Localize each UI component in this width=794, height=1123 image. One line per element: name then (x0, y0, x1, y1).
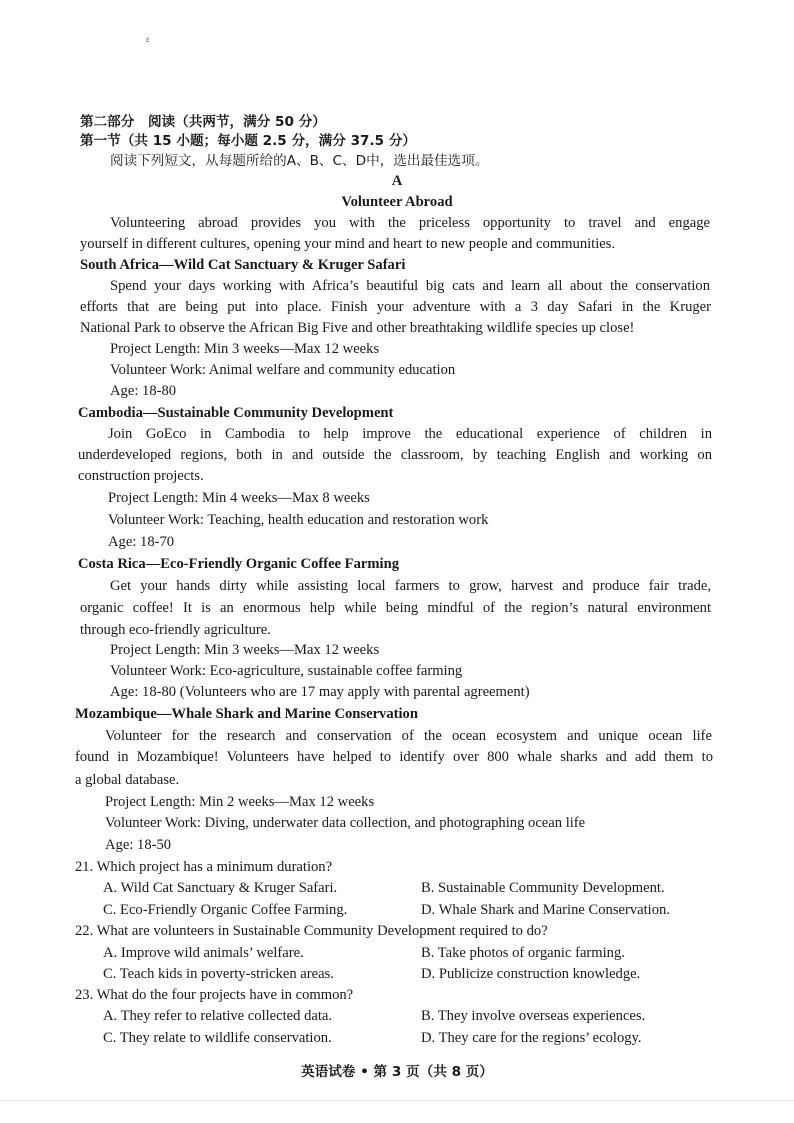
project-age: Age: 18-70 (108, 534, 175, 550)
answer-option: D. Publicize construction knowledge. (421, 966, 641, 982)
project-age: Age: 18-80 (Volunteers who are 17 may apply with parental agreement) (110, 684, 530, 700)
answer-option: C. Teach kids in poverty-stricken areas. (103, 966, 334, 982)
page-footer: 英语试卷 • 第 3 页（共 8 页） (301, 1064, 493, 1080)
project-desc-line: National Park to observe the African Big Five and other breathtaking wildlife species up close! (80, 320, 635, 336)
answer-option: A. Wild Cat Sanctuary & Kruger Safari. (103, 880, 338, 896)
instruction: 阅读下列短文，从每题所给的A、B、C、D中，选出最佳选项。 (110, 153, 489, 169)
part-title: 第二部分 阅读（共两节，满分 50 分） (80, 114, 326, 130)
section-title: 第一节（共 15 小题；每小题 2.5 分，满分 37.5 分） (80, 133, 417, 149)
project-desc-line: Spend your days working with Africa’s beautiful big cats and learn all about the conservation (110, 278, 710, 294)
answer-option: C. They relate to wildlife conservation. (103, 1030, 332, 1046)
project-length: Project Length: Min 4 weeks—Max 8 weeks (108, 490, 370, 506)
project-work: Volunteer Work: Eco-agriculture, sustainable coffee farming (110, 663, 463, 679)
project-age: Age: 18-50 (105, 837, 172, 853)
question-stem: 23. What do the four projects have in common? (75, 987, 354, 1003)
answer-option: B. They involve overseas experiences. (421, 1008, 646, 1024)
scan-edge-divider (0, 1100, 794, 1101)
project-length: Project Length: Min 3 weeks—Max 12 weeks (110, 642, 380, 658)
project-desc-line: a global database. (75, 772, 180, 788)
project-heading: Cambodia—Sustainable Community Development (78, 405, 394, 421)
project-heading: South Africa—Wild Cat Sanctuary & Kruger Safari (80, 257, 406, 273)
scan-artifact: ε (146, 34, 150, 44)
answer-option: C. Eco-Friendly Organic Coffee Farming. (103, 902, 348, 918)
answer-option: B. Sustainable Community Development. (421, 880, 665, 896)
project-desc-line: Join GoEco in Cambodia to help improve the educational experience of children in (108, 426, 712, 442)
project-heading: Mozambique—Whale Shark and Marine Conservation (75, 706, 418, 722)
project-desc-line: construction projects. (78, 468, 204, 484)
project-age: Age: 18-80 (110, 383, 177, 399)
answer-option: A. Improve wild animals’ welfare. (103, 945, 304, 961)
project-desc-line: efforts that are being put into place. Finish your adventure with a 3 day Safari in the Kruger (80, 299, 711, 315)
project-work: Volunteer Work: Teaching, health education and restoration work (108, 512, 489, 528)
passage-label: A (391, 173, 403, 189)
project-length: Project Length: Min 2 weeks—Max 12 weeks (105, 794, 375, 810)
answer-option: D. Whale Shark and Marine Conservation. (421, 902, 670, 918)
project-desc-line: found in Mozambique! Volunteers have helped to identify over 800 whale sharks and add them to (75, 749, 713, 765)
project-work: Volunteer Work: Diving, underwater data collection, and photographing ocean life (105, 815, 586, 831)
project-length: Project Length: Min 3 weeks—Max 12 weeks (110, 341, 380, 357)
project-desc-line: Volunteer for the research and conservation of the ocean ecosystem and unique ocean life (105, 728, 712, 744)
project-desc-line: organic coffee! It is an enormous help while being mindful of the region’s natural environment (80, 600, 711, 616)
passage-title: Volunteer Abroad (341, 194, 453, 210)
question-stem: 21. Which project has a minimum duration? (75, 859, 333, 875)
project-heading: Costa Rica—Eco-Friendly Organic Coffee Farming (78, 556, 399, 572)
project-desc-line: Get your hands dirty while assisting local farmers to grow, harvest and produce fair trade, (110, 578, 711, 594)
project-work: Volunteer Work: Animal welfare and community education (110, 362, 456, 378)
intro-line: yourself in different cultures, opening your mind and heart to new people and communities. (80, 236, 616, 252)
project-desc-line: underdeveloped regions, both in and outside the classroom, by teaching English and working on (78, 447, 712, 463)
question-stem: 22. What are volunteers in Sustainable Community Development required to do? (75, 923, 548, 939)
answer-option: B. Take photos of organic farming. (421, 945, 625, 961)
answer-option: A. They refer to relative collected data. (103, 1008, 333, 1024)
answer-option: D. They care for the regions’ ecology. (421, 1030, 642, 1046)
project-desc-line: through eco-friendly agriculture. (80, 622, 271, 638)
intro-line: Volunteering abroad provides you with the priceless opportunity to travel and engage (110, 215, 710, 231)
